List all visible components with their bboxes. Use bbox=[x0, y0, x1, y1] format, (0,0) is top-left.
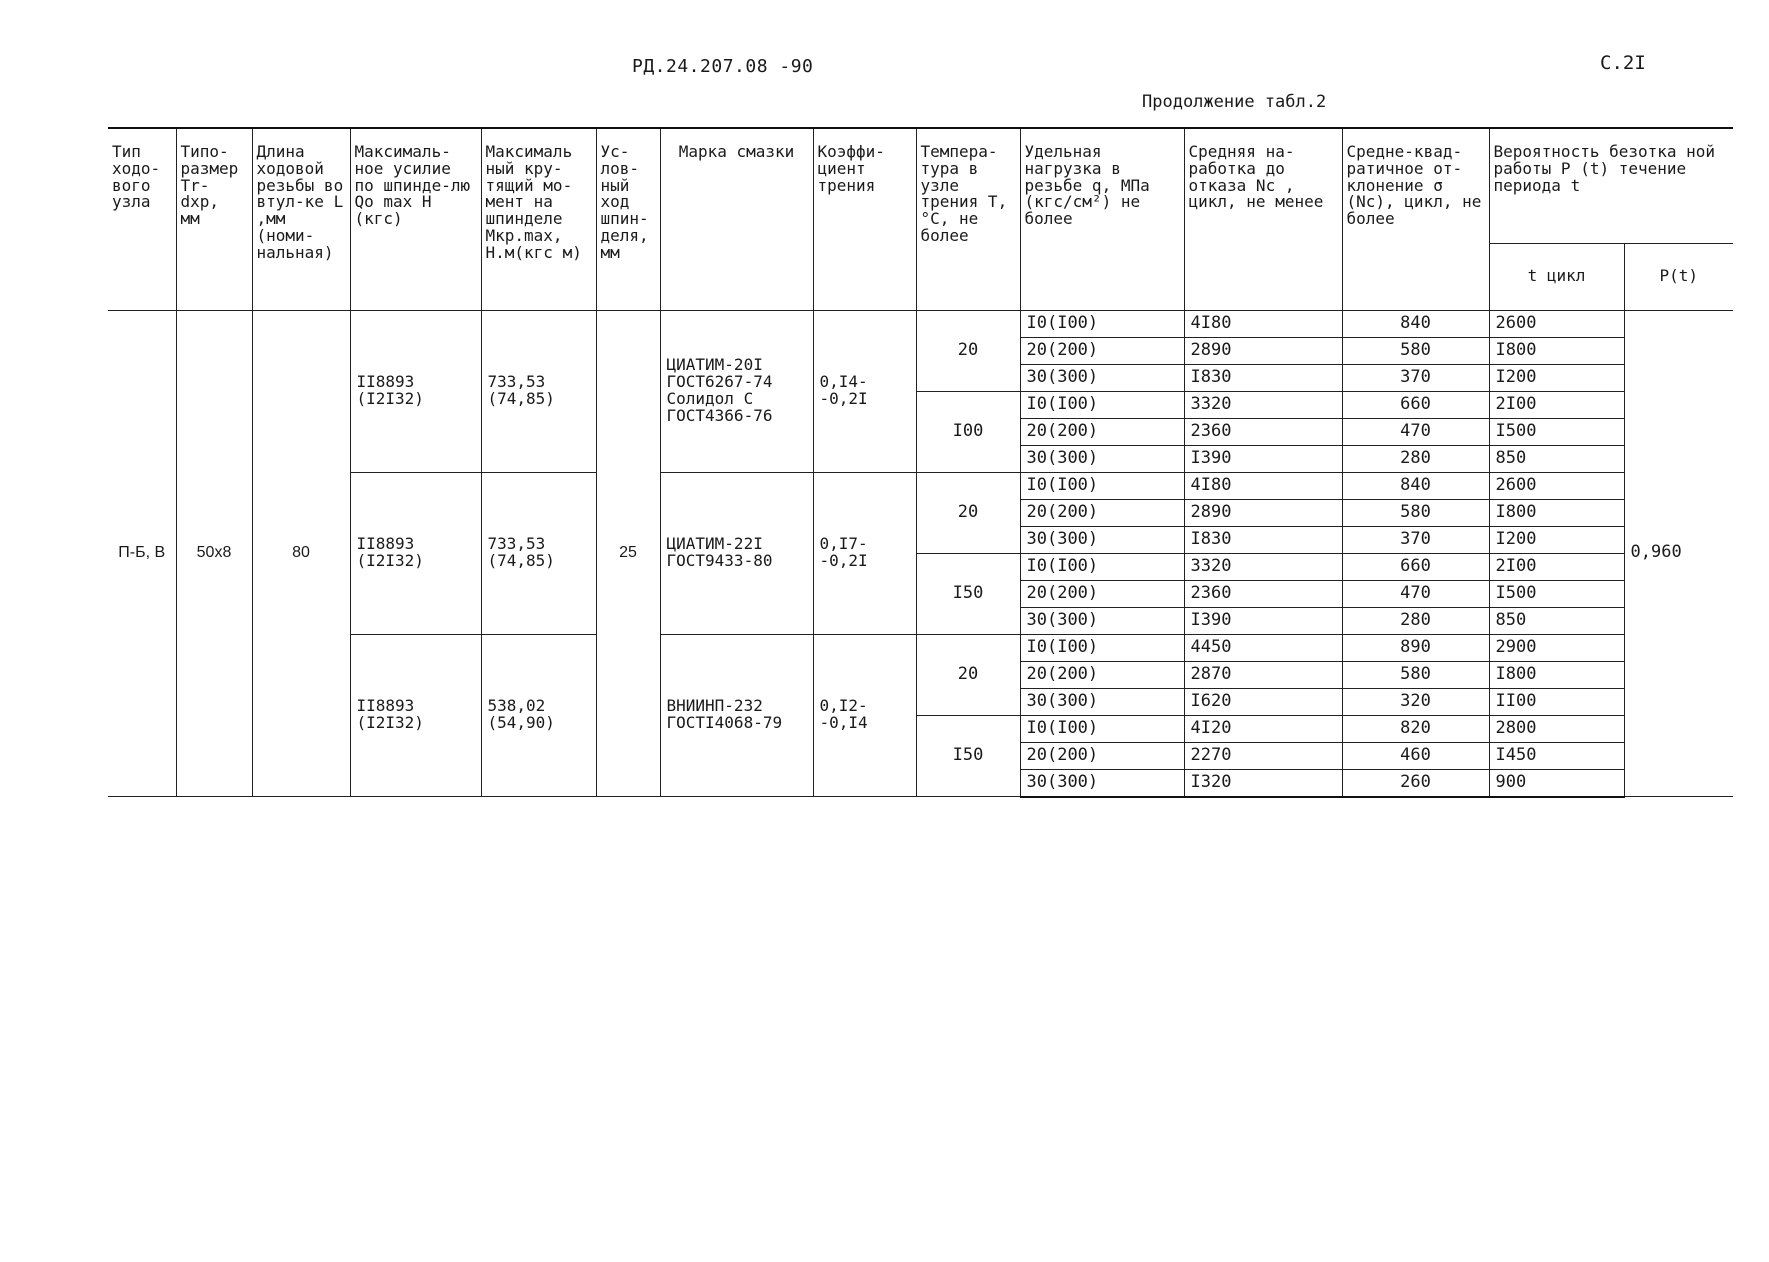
cell-std-deviation: 660 bbox=[1342, 553, 1489, 580]
cell-cycles: 2I00 bbox=[1489, 391, 1624, 418]
cell-mean-life: I390 bbox=[1184, 445, 1342, 472]
cell-cycles: 900 bbox=[1489, 769, 1624, 797]
cell-specific-load: 20(200) bbox=[1020, 661, 1184, 688]
cell-lubricant: ЦИАТИМ-20I ГОСТ6267-74 Солидол С ГОСТ4366-76 bbox=[660, 310, 813, 472]
cell-std-deviation: 280 bbox=[1342, 607, 1489, 634]
cell-probability: 0,960 bbox=[1624, 310, 1733, 797]
cell-std-deviation: 370 bbox=[1342, 526, 1489, 553]
cell-mean-life: 3320 bbox=[1184, 553, 1342, 580]
cell-specific-load: 20(200) bbox=[1020, 499, 1184, 526]
header-type: Тип ходо-вого узла bbox=[108, 128, 176, 310]
cell-friction: 0,I2- -0,I4 bbox=[813, 634, 916, 797]
cell-mean-life: 2890 bbox=[1184, 499, 1342, 526]
cell-max-force: II8893 (I2I32) bbox=[350, 310, 481, 472]
cell-std-deviation: 470 bbox=[1342, 580, 1489, 607]
cell-specific-load: 20(200) bbox=[1020, 337, 1184, 364]
cell-lubricant: ВНИИНП-232 ГОСТI4068-79 bbox=[660, 634, 813, 797]
header-lubricant: Марка смазки bbox=[660, 128, 813, 310]
cell-size: 50x8 bbox=[176, 310, 252, 797]
cell-mean-life: I830 bbox=[1184, 364, 1342, 391]
cell-specific-load: 30(300) bbox=[1020, 688, 1184, 715]
cell-length: 80 bbox=[252, 310, 350, 797]
cell-specific-load: I0(I00) bbox=[1020, 472, 1184, 499]
cell-specific-load: I0(I00) bbox=[1020, 715, 1184, 742]
cell-specific-load: 30(300) bbox=[1020, 607, 1184, 634]
cell-max-torque: 733,53 (74,85) bbox=[481, 310, 596, 472]
cell-cycles: 2600 bbox=[1489, 310, 1624, 337]
cell-cycles: I800 bbox=[1489, 499, 1624, 526]
cell-mean-life: I620 bbox=[1184, 688, 1342, 715]
header-specific-load: Удельная нагрузка в резьбе q, МПа (кгс/см²) не более bbox=[1020, 128, 1184, 310]
cell-temperature: 20 bbox=[916, 472, 1020, 553]
cell-cycles: I450 bbox=[1489, 742, 1624, 769]
cell-specific-load: 30(300) bbox=[1020, 445, 1184, 472]
cell-cycles: 2600 bbox=[1489, 472, 1624, 499]
header-std-deviation: Средне-квад-ратичное от-клонение σ (Nc), цикл, не более bbox=[1342, 128, 1489, 310]
cell-specific-load: I0(I00) bbox=[1020, 310, 1184, 337]
cell-mean-life: 2270 bbox=[1184, 742, 1342, 769]
cell-mean-life: 2360 bbox=[1184, 418, 1342, 445]
cell-temperature: I50 bbox=[916, 715, 1020, 797]
cell-specific-load: 20(200) bbox=[1020, 580, 1184, 607]
cell-mean-life: 4I80 bbox=[1184, 472, 1342, 499]
header-probability-value: Р(t) bbox=[1624, 243, 1733, 310]
cell-std-deviation: 470 bbox=[1342, 418, 1489, 445]
cell-temperature: 20 bbox=[916, 634, 1020, 715]
cell-mean-life: 2890 bbox=[1184, 337, 1342, 364]
cell-cycles: 2800 bbox=[1489, 715, 1624, 742]
cell-friction: 0,I7- -0,2I bbox=[813, 472, 916, 634]
cell-mean-life: I320 bbox=[1184, 769, 1342, 797]
cell-lubricant: ЦИАТИМ-22I ГОСТ9433-80 bbox=[660, 472, 813, 634]
cell-mean-life: 3320 bbox=[1184, 391, 1342, 418]
cell-std-deviation: 840 bbox=[1342, 310, 1489, 337]
cell-std-deviation: 890 bbox=[1342, 634, 1489, 661]
cell-temperature: I50 bbox=[916, 553, 1020, 634]
cell-mean-life: 2360 bbox=[1184, 580, 1342, 607]
header-thread-length: Длина ходовой резьбы во втул-ке L ,мм (номи-нальная) bbox=[252, 128, 350, 310]
cell-specific-load: 20(200) bbox=[1020, 418, 1184, 445]
cell-std-deviation: 580 bbox=[1342, 499, 1489, 526]
header-friction: Коэффи-циент трения bbox=[813, 128, 916, 310]
cell-std-deviation: 840 bbox=[1342, 472, 1489, 499]
header-max-force: Максималь-ное усилие по шпинде-лю Qo max Н (кгс) bbox=[350, 128, 481, 310]
table-row bbox=[108, 310, 1733, 337]
cell-cycles: I200 bbox=[1489, 526, 1624, 553]
cell-std-deviation: 660 bbox=[1342, 391, 1489, 418]
page-number: С.2I bbox=[1600, 52, 1646, 74]
cell-mean-life: I390 bbox=[1184, 607, 1342, 634]
cell-cycles: 2I00 bbox=[1489, 553, 1624, 580]
cell-specific-load: 20(200) bbox=[1020, 742, 1184, 769]
cell-max-force: II8893 (I2I32) bbox=[350, 634, 481, 797]
cell-temperature: I00 bbox=[916, 391, 1020, 472]
cell-specific-load: 30(300) bbox=[1020, 364, 1184, 391]
cell-std-deviation: 820 bbox=[1342, 715, 1489, 742]
table-row bbox=[108, 634, 1733, 661]
cell-specific-load: I0(I00) bbox=[1020, 634, 1184, 661]
cell-stroke: 25 bbox=[596, 310, 660, 797]
cell-type: П-Б, В bbox=[108, 310, 176, 797]
header-probability: Вероятность безотка ной работы Р (t) течение периода t bbox=[1489, 128, 1733, 243]
cell-specific-load: I0(I00) bbox=[1020, 391, 1184, 418]
cell-specific-load: I0(I00) bbox=[1020, 553, 1184, 580]
cell-std-deviation: 370 bbox=[1342, 364, 1489, 391]
cell-mean-life: 4I20 bbox=[1184, 715, 1342, 742]
cell-cycles: 850 bbox=[1489, 607, 1624, 634]
header-size: Типо-размер Tr-dxр, мм bbox=[176, 128, 252, 310]
header-mean-life: Средняя на-работка до отказа Nc , цикл, не менее bbox=[1184, 128, 1342, 310]
header-stroke: Ус-лов-ный ход шпин-деля, мм bbox=[596, 128, 660, 310]
specs-table bbox=[108, 127, 1733, 798]
cell-cycles: 2900 bbox=[1489, 634, 1624, 661]
table-row bbox=[108, 472, 1733, 499]
cell-cycles: I800 bbox=[1489, 661, 1624, 688]
cell-std-deviation: 280 bbox=[1342, 445, 1489, 472]
cell-cycles: II00 bbox=[1489, 688, 1624, 715]
header-temperature: Темпера-тура в узле трения Т,°С, не более bbox=[916, 128, 1020, 310]
cell-cycles: I200 bbox=[1489, 364, 1624, 391]
cell-cycles: 850 bbox=[1489, 445, 1624, 472]
cell-max-torque: 733,53 (74,85) bbox=[481, 472, 596, 634]
cell-mean-life: 2870 bbox=[1184, 661, 1342, 688]
cell-specific-load: 30(300) bbox=[1020, 769, 1184, 797]
cell-std-deviation: 320 bbox=[1342, 688, 1489, 715]
cell-cycles: I800 bbox=[1489, 337, 1624, 364]
header-cycles: t цикл bbox=[1489, 243, 1624, 310]
cell-cycles: I500 bbox=[1489, 580, 1624, 607]
cell-std-deviation: 460 bbox=[1342, 742, 1489, 769]
header-max-torque: Максималь ный кру-тящий мо-мент на шпинделе Мкр.max, Н.м(кгс м) bbox=[481, 128, 596, 310]
document-code: РД.24.207.08 -90 bbox=[632, 56, 814, 77]
cell-temperature: 20 bbox=[916, 310, 1020, 391]
cell-std-deviation: 580 bbox=[1342, 337, 1489, 364]
cell-std-deviation: 580 bbox=[1342, 661, 1489, 688]
cell-mean-life: I830 bbox=[1184, 526, 1342, 553]
cell-std-deviation: 260 bbox=[1342, 769, 1489, 797]
cell-cycles: I500 bbox=[1489, 418, 1624, 445]
cell-max-force: II8893 (I2I32) bbox=[350, 472, 481, 634]
cell-specific-load: 30(300) bbox=[1020, 526, 1184, 553]
cell-mean-life: 4450 bbox=[1184, 634, 1342, 661]
cell-friction: 0,I4- -0,2I bbox=[813, 310, 916, 472]
cell-max-torque: 538,02 (54,90) bbox=[481, 634, 596, 797]
table-continuation-caption: Продолжение табл.2 bbox=[1142, 92, 1327, 112]
cell-mean-life: 4I80 bbox=[1184, 310, 1342, 337]
